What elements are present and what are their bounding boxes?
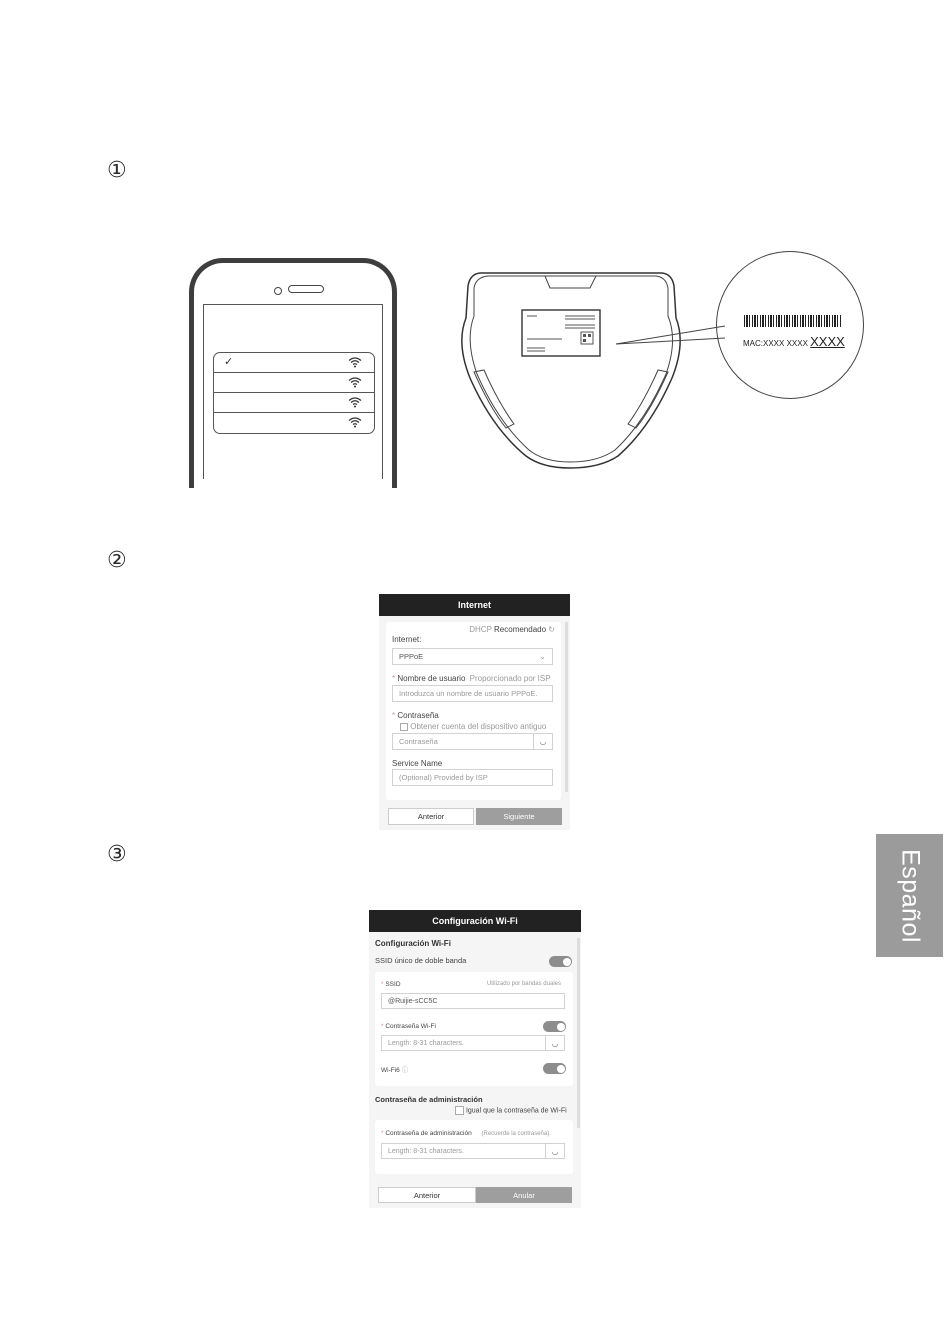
recommended-label: Recomendado	[494, 625, 547, 634]
help-icon[interactable]: ⓘ	[401, 1067, 409, 1074]
list-item	[214, 413, 374, 433]
wifi-password-toggle[interactable]	[543, 1021, 566, 1032]
phone-screen	[203, 304, 383, 479]
wifi6-label-row	[381, 1065, 408, 1074]
wifi-network-list	[213, 352, 375, 434]
list-item	[214, 353, 374, 373]
refresh-icon: ↻	[548, 625, 555, 634]
password-label: Contraseña	[397, 711, 439, 720]
wifi-icon	[348, 416, 362, 428]
wifi-settings-screen	[369, 910, 581, 1208]
section-title: Configuración Wi-Fi	[375, 939, 451, 948]
service-name-label: Service Name	[392, 759, 443, 768]
admin-form-panel	[375, 1120, 573, 1174]
wifi-icon	[348, 376, 362, 388]
admin-password-label-row: * Contraseña de administración (Recuerde la contraseña).	[381, 1130, 551, 1137]
page-title: Internet	[379, 594, 570, 616]
wifi-password-placeholder: Length: 8-31 characters.	[388, 1039, 464, 1047]
username-hint: Proporcionado por ISP	[469, 674, 551, 683]
get-old-account-label: Obtener cuenta del dispositivo antiguo	[410, 722, 547, 731]
get-old-account-checkbox[interactable]	[400, 723, 408, 731]
username-label: Nombre de usuario	[397, 674, 466, 683]
same-as-wifi-checkbox[interactable]	[455, 1106, 464, 1115]
wifi-password-input[interactable]	[381, 1035, 565, 1051]
admin-password-placeholder: Length: 8-31 characters.	[388, 1147, 464, 1155]
scrollbar[interactable]	[577, 938, 580, 1128]
internet-type-label: Internet:	[392, 635, 422, 644]
username-input[interactable]	[392, 685, 553, 702]
mac-address-label	[743, 334, 845, 349]
wifi-password-label-row: * Contraseña Wi-Fi	[381, 1023, 436, 1030]
page-title: Configuración Wi-Fi	[369, 910, 581, 932]
wifi6-label: Wi-Fi6	[381, 1067, 400, 1074]
scrollbar[interactable]	[565, 622, 568, 792]
username-placeholder: Introduzca un nombre de usuario PPPoE.	[399, 689, 538, 698]
mac-address-magnifier	[716, 251, 864, 399]
internet-type-value: PPPoE	[399, 652, 424, 661]
eye-toggle-icon[interactable]: ◡	[545, 1036, 564, 1050]
step-number-1: ①	[107, 158, 127, 183]
language-tab	[876, 834, 943, 957]
get-old-account-row[interactable]	[400, 722, 546, 731]
same-as-wifi-label: Igual que la contraseña de Wi-Fi	[465, 1107, 567, 1115]
dhcp-label: DHCP	[469, 625, 492, 634]
wifi-icon	[348, 356, 362, 368]
admin-password-hint: (Recuerde la contraseña).	[481, 1131, 551, 1137]
step-number-2: ②	[107, 548, 127, 573]
password-label-row: * Contraseña	[392, 711, 439, 720]
ssid-label-row: * SSID	[381, 981, 401, 988]
ssid-label: SSID	[385, 981, 401, 988]
router-illustration	[440, 268, 730, 472]
username-label-row: * Nombre de usuario Proporcionado por ISP	[392, 674, 551, 683]
eye-toggle-icon[interactable]: ◡	[533, 734, 552, 749]
mac-suffix: XXXX	[810, 334, 845, 349]
wifi-password-label: Contraseña Wi-Fi	[385, 1023, 436, 1030]
service-name-placeholder: (Optional) Provided by ISP	[399, 773, 488, 782]
wifi6-toggle[interactable]	[543, 1063, 566, 1074]
admin-password-label: Contraseña de administración	[385, 1130, 472, 1137]
dhcp-recommendation[interactable]	[469, 625, 555, 634]
same-as-wifi-row[interactable]	[455, 1106, 567, 1115]
password-input[interactable]	[392, 733, 553, 750]
language-label: Español	[896, 848, 924, 943]
admin-password-input[interactable]	[381, 1143, 565, 1159]
chevron-down-icon: ⌄	[539, 652, 546, 661]
dual-band-label: SSID único de doble banda	[375, 956, 467, 965]
internet-type-select[interactable]	[392, 648, 553, 665]
next-button[interactable]: Siguiente	[476, 808, 562, 825]
ssid-value: @Ruijie-sCC5C	[388, 997, 438, 1005]
internet-settings-screen	[379, 594, 570, 830]
wifi-icon	[348, 396, 362, 408]
wifi-form-panel	[375, 972, 573, 1086]
internet-form-panel	[386, 622, 561, 800]
phone-illustration	[189, 258, 397, 488]
eye-toggle-icon[interactable]: ◡	[545, 1144, 564, 1158]
dual-band-toggle[interactable]	[549, 956, 572, 967]
service-name-input[interactable]	[392, 769, 553, 786]
save-button[interactable]: Anular	[476, 1187, 572, 1203]
previous-button[interactable]: Anterior	[388, 808, 474, 825]
step-number-3: ③	[107, 842, 127, 867]
checkmark-icon: ✓	[224, 356, 234, 368]
list-item	[214, 393, 374, 413]
list-item	[214, 373, 374, 393]
ssid-input[interactable]	[381, 993, 565, 1009]
barcode-icon	[744, 315, 842, 327]
phone-camera	[274, 287, 282, 295]
password-placeholder: Contraseña	[399, 737, 438, 746]
previous-button[interactable]: Anterior	[378, 1187, 476, 1203]
mac-prefix: MAC:XXXX XXXX	[743, 339, 811, 348]
admin-section-title: Contraseña de administración	[375, 1095, 483, 1104]
ssid-hint: Utilizado por bandas duales	[486, 981, 561, 987]
phone-speaker	[288, 285, 324, 293]
